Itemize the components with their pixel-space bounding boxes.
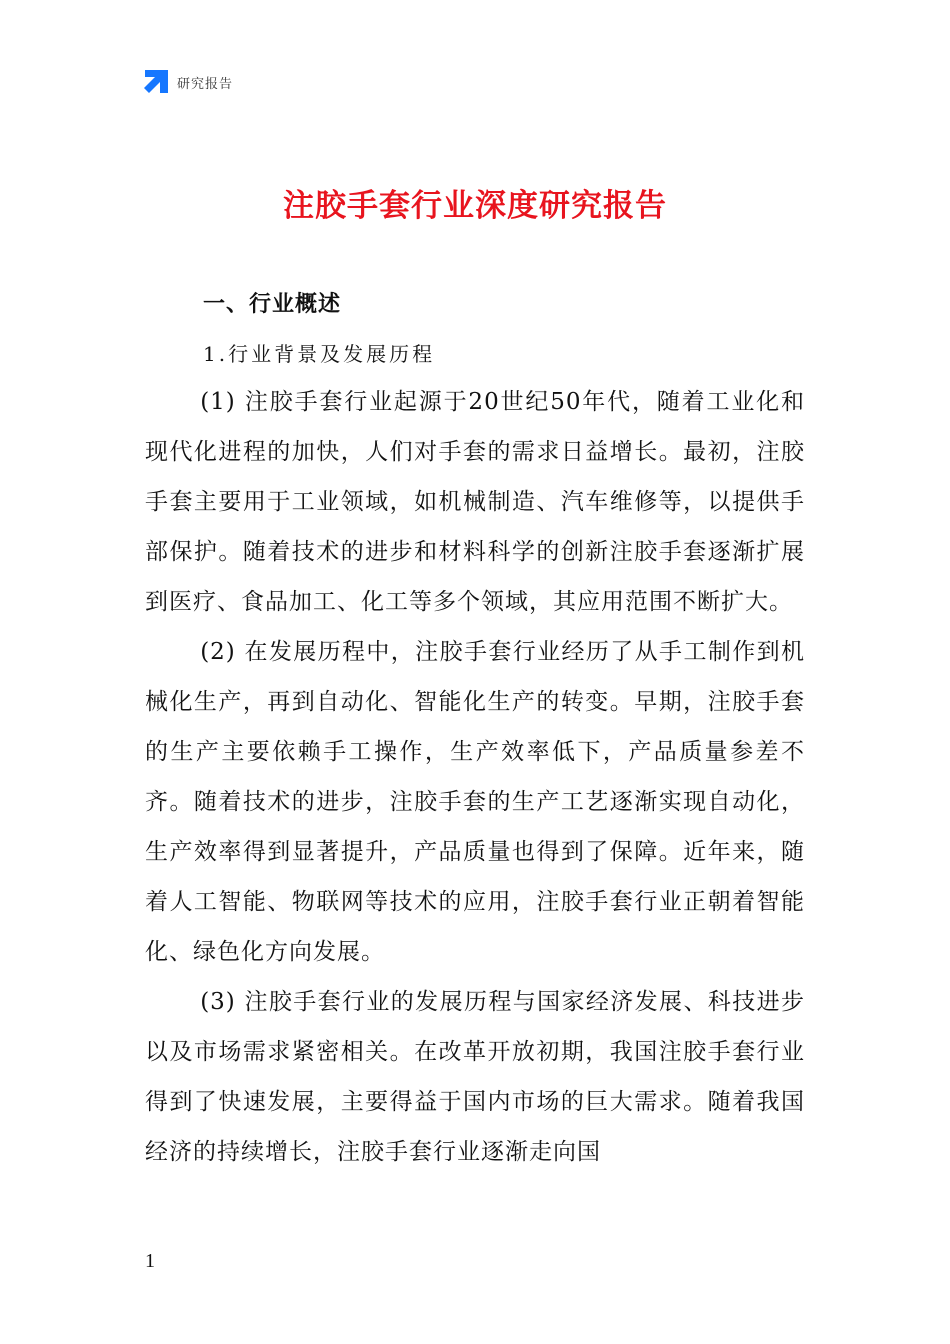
section-heading: 一、行业概述 (203, 292, 342, 317)
paragraph-2: (2) 在发展历程中，注胶手套行业经历了从手工制作到机械化生产，再到自动化、智能化生产的转变。早期，注胶手套的生产主要依赖手工操作，生产效率低下，产品质量参差不齐。随着技术的进步，注胶手套的生产工艺逐渐实现自动化，生产效率得到显著提升，产品质量也得到了保障。近年来，随着人工智能、物联网等技术的应用，注胶手套行业正朝着智能化、绿色化方向发展。 (145, 639, 805, 965)
document-title: 注胶手套行业深度研究报告 (283, 188, 667, 224)
arrow-up-right-logo-icon (143, 69, 169, 95)
page-number: 1 (145, 1250, 155, 1272)
document-body (145, 377, 805, 1177)
paragraph-3: (3) 注胶手套行业的发展历程与国家经济发展、科技进步以及市场需求紧密相关。在改革开放初期，我国注胶手套行业得到了快速发展，主要得益于国内市场的巨大需求。随着我国经济的持续增长，注胶手套行业逐渐走向国 (145, 989, 805, 1165)
paragraph-1: (1) 注胶手套行业起源于20世纪50年代，随着工业化和现代化进程的加快，人们对手套的需求日益增长。最初，注胶手套主要用于工业领域，如机械制造、汽车维修等，以提供手部保护。随着技术的进步和材料科学的创新注胶手套逐渐扩展到医疗、食品加工、化工等多个领域，其应用范围不断扩大。 (145, 389, 805, 615)
subsection-heading: 1.行业背景及发展历程 (203, 342, 436, 366)
page-header (143, 68, 233, 96)
header-label: 研究报告 (177, 76, 234, 92)
